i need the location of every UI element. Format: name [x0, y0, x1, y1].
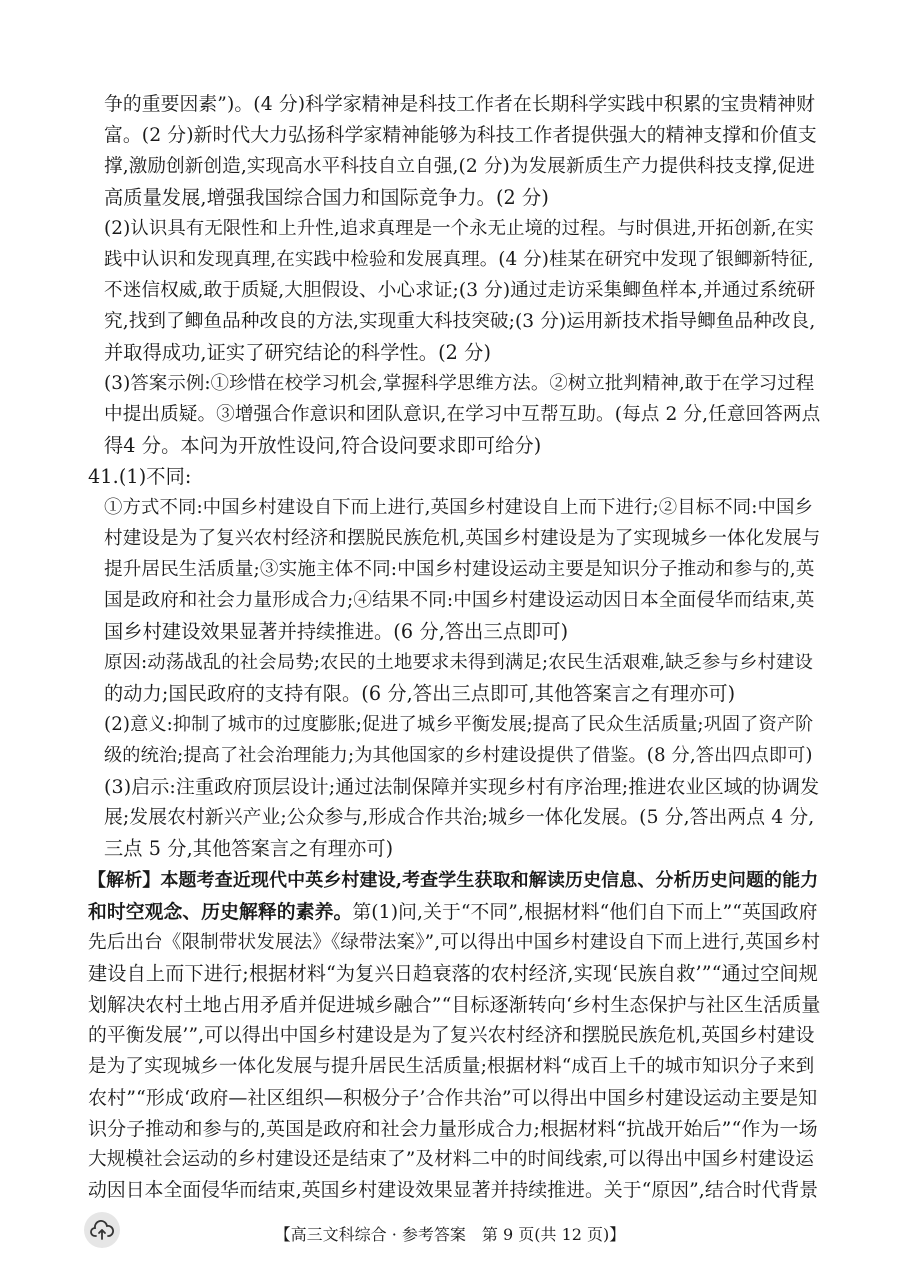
text-line: 的动力;国民政府的支持有限。(6 分,答出三点即可,其他答案言之有理亦可) — [104, 682, 736, 705]
text-line: 建设自上而下进行;根据材料“为复兴日趋衰落的农村经济,实现‘民族自救’”“通过空间规 — [88, 962, 818, 985]
text-line: 得4 分。本问为开放性设问,符合设问要求即可给分) — [104, 434, 542, 457]
text-line: (2)意义:抑制了城市的过度膨胀;促进了城乡平衡发展;提高了民众生活质量;巩固了资产阶 — [104, 714, 814, 735]
text-line: 国是政府和社会力量形成合力;④结果不同:中国乡村建设运动因日本全面侵华而结束,英 — [104, 590, 815, 611]
text-line: 识分子推动和参与的,英国是政府和社会力量形成合力;根据材料“抗战开始后”“作为一场 — [88, 1118, 818, 1140]
text-line: 争的重要因素”)。(4 分)科学家精神是科技工作者在长期科学实践中积累的宝贵精神财 — [104, 94, 815, 115]
page-footer: 【高三文科综合 · 参考答案 第 9 页(共 12 页)】 — [274, 1225, 626, 1244]
text-line: 原因:动荡战乱的社会局势;农民的土地要求未得到满足;农民生活艰难,缺乏参与乡村建设 — [104, 652, 813, 673]
text-line: 村建设是为了复兴农村经济和摆脱民族危机,英国乡村建设是为了实现城乡一体化发展与 — [104, 528, 821, 549]
text-line: 中提出质疑。③增强合作意识和团队意识,在学习中互帮互助。(每点 2 分,任意回答两点 — [104, 404, 821, 425]
text-line: 富。(2 分)新时代大力弘扬科学家精神能够为科技工作者提供强大的精神支撑和价值支 — [104, 125, 817, 146]
text-line: ①方式不同:中国乡村建设自下而上进行,英国乡村建设自上而下进行;②目标不同:中国乡 — [104, 497, 813, 518]
text-line: 究,找到了鲫鱼品种改良的方法,实现重大科技突破;(3 分)运用新技术指导鲫鱼品种改良, — [104, 311, 816, 332]
text-line: 国乡村建设效果显著并持续推进。(6 分,答出三点即可) — [104, 620, 569, 643]
text-line: 划解决农村土地占用矛盾并促进城乡融合”“目标逐渐转向‘乡村生态保护与社区生活质量 — [88, 994, 821, 1016]
text-line: 的平衡发展’”,可以得出中国乡村建设是为了复兴农村经济和摆脱民族危机,英国乡村建设 — [88, 1025, 815, 1046]
text-line: 级的统治;提高了社会治理能力;为其他国家的乡村建设提供了借鉴。(8 分,答出四点即可) — [104, 745, 813, 766]
analysis-bold-text: 和时空观念、历史解释的素养。 — [88, 901, 353, 923]
text-line: 并取得成功,证实了研究结论的科学性。(2 分) — [104, 341, 492, 364]
analysis-heading-line: 【解析】本题考查近现代中英乡村建设,考查学生获取和解读历史信息、分析历史问题的能力 — [88, 870, 819, 891]
text-line: 三点 5 分,其他答案言之有理亦可) — [104, 837, 394, 860]
text-line: 不迷信权威,敢于质疑,大胆假设、小心求证;(3 分)通过走访采集鲫鱼样本,并通过系统研 — [104, 280, 816, 301]
text-line: 先后出台《限制带状发展法》《绿带法案》”,可以得出中国乡村建设自下而上进行,英国乡村 — [88, 932, 821, 953]
text-line — [88, 901, 818, 924]
text-line: 大规模社会运动的乡村建设还是结束了”及材料二中的时间线索,可以得出中国乡村建设运 — [88, 1149, 814, 1170]
text-line: 高质量发展,增强我国综合国力和国际竞争力。(2 分) — [104, 186, 549, 209]
text-line: 是为了实现城乡一体化发展与提升居民生活质量;根据材料“成百上千的城市知识分子来到 — [88, 1056, 815, 1077]
text-line: 展;发展农村新兴产业;公众参与,形成合作共治;城乡一体化发展。(5 分,答出两点 4 分, — [104, 807, 815, 828]
text-line: 撑,激励创新创造,实现高水平科技自立自强,(2 分)为发展新质生产力提供科技支撑,促进 — [104, 156, 815, 177]
question-number-line: 41.(1)不同: — [88, 465, 192, 488]
text-line: (3)答案示例:①珍惜在校学习机会,掌握科学思维方法。②树立批判精神,敢于在学习过程 — [104, 373, 815, 394]
text-line: 提升居民生活质量;③实施主体不同:中国乡村建设运动主要是知识分子推动和参与的,英 — [104, 559, 815, 580]
text-line: 动因日本全面侵华而结束,英国乡村建设效果显著并持续推进。关于“原因”,结合时代背景 — [88, 1180, 819, 1201]
text-line: (3)启示:注重政府顶层设计;通过法制保障并实现乡村有序治理;推进农业区域的协调发 — [104, 776, 820, 798]
text-line: (2)认识具有无限性和上升性,追求真理是一个永无止境的过程。与时俱进,开拓创新,在实 — [104, 218, 814, 239]
analysis-text: 第(1)问,关于“不同”,根据材料“他们自下而上”“英国政府 — [352, 902, 818, 923]
text-line: 践中认识和发现真理,在实践中检验和发展真理。(4 分)桂某在研究中发现了银鲫新特征, — [104, 249, 814, 270]
text-line: 农村”“形成‘政府—社区组织—积极分子’合作共治”可以得出中国乡村建设运动主要是知 — [88, 1087, 818, 1109]
